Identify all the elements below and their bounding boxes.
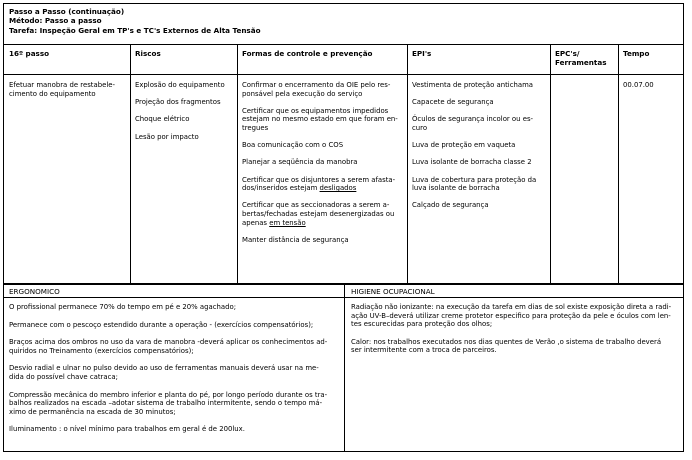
cell-risks (135, 81, 235, 150)
ergonomic-item: Braços acima dos ombros no uso da vara de manobra -deverá aplicar os conhecimentos ad- quiridos no Treinamento (exercícios compensatórios); (9, 338, 328, 355)
ergonomic-item: Permanece com o pescoço estendido durante a operação - (exercícios compensatórios); (9, 320, 314, 329)
column-header-epcs-line1: EPC's/ (555, 49, 580, 58)
col-divider-3 (407, 44, 408, 283)
step-line: cimento do equipamento (9, 89, 96, 98)
epi-item: Luva isolante de borracha classe 2 (412, 158, 532, 167)
cell-step (9, 81, 127, 98)
ergonomic-item: Iluminamento : o nível mínimo para trabalhos em geral é de 200lux. (9, 425, 245, 434)
hygiene-item: Radiação não ionizante: na execução da tarefa em dias de sol existe exposição direta a radi- ação UV-B–deverá utilizar creme protetor especifico para proteção da pele e óculos com len- tes escurecidas para proteção dos olhos; (351, 303, 672, 329)
document-page (3, 3, 684, 452)
epi-item: Calçado de segurança (412, 201, 489, 210)
control-item: Certificar que as seccionadoras a serem a- bertas/fechadas estejam desenergizadas ou apenas em tensão (242, 201, 395, 227)
header-task: Tarefa: Inspeção Geral em TP's e TC's Externos de Alta Tensão (9, 25, 261, 35)
column-header-step: 16º passo (9, 49, 50, 58)
cell-epis (412, 81, 550, 219)
control-item: Manter distância de segurança (242, 235, 349, 244)
section-divider (344, 284, 345, 451)
control-item: Boa comunicação com o COS (242, 141, 344, 150)
hygiene-item: Calor: nos trabalhos executados nos dias quentes de Verão ,o sistema de trabalho deverá ser intermitente com a troca de parceiros. (351, 337, 662, 355)
epi-item: Luva de proteção em vaqueta (412, 141, 516, 150)
cell-time: 00.07.00 (623, 81, 654, 89)
cell-controls (242, 81, 406, 253)
risk-item: Lesão por impacto (135, 132, 199, 141)
col-divider-2 (237, 44, 238, 283)
divider-header (4, 44, 683, 45)
risk-item: Choque elétrico (135, 115, 190, 124)
ergonomic-list (9, 303, 343, 443)
header-title: Passo a Passo (continuação) (9, 7, 125, 16)
control-item: Confirmar o encerramento da OIE pelo res- ponsável pela execução do serviço (242, 81, 391, 98)
col-divider-1 (130, 44, 131, 283)
section-title-ergonomic: ERGONOMICO (9, 287, 60, 296)
document-header (9, 7, 261, 35)
column-header-epcs-line2: Ferramentas (555, 58, 607, 67)
section-title-hygiene: HIGIENE OCUPACIONAL (351, 287, 435, 296)
epi-item: Óculos de segurança incolor ou es- curo (412, 115, 534, 132)
col-divider-4 (550, 44, 551, 283)
header-method: Método: Passo a passo (9, 16, 102, 26)
column-header-epis: EPI's (412, 49, 432, 58)
col-divider-5 (618, 44, 619, 283)
ergonomic-item: Desvio radial e ulnar no pulso devido ao uso de ferramentas manuais deverá usar na me- dida do possível chave catraca; (9, 364, 319, 381)
step-line: Efetuar manobra de restabele- (9, 81, 115, 89)
ergonomic-item: O profissional permanece 70% do tempo em pé e 20% agachado; (9, 303, 237, 311)
control-item: Certificar que os equipamentos impedidos estejam no mesmo estado em que foram en- tregues (242, 106, 398, 132)
divider-columns (4, 74, 683, 75)
control-item: Certificar que os disjuntores a serem afasta- dos/inseridos estejam desligados (242, 175, 396, 193)
epi-item: Luva de cobertura para proteção da luva isolante de borracha (412, 175, 537, 193)
epi-item: Capacete de segurança (412, 98, 494, 107)
column-header-risks: Riscos (135, 49, 161, 58)
risk-item: Projeção dos fragmentos (135, 98, 221, 107)
risk-item: Explosão do equipamento (135, 81, 225, 89)
epi-item: Vestimenta de proteção antichama (412, 81, 534, 89)
control-item: Planejar a seqüência da manobra (242, 158, 358, 167)
hygiene-list (351, 303, 681, 364)
column-header-epcs (555, 49, 606, 67)
column-header-time: Tempo (623, 49, 650, 58)
column-header-controls: Formas de controle e prevenção (242, 49, 373, 58)
ergonomic-item: Compressão mecânica do membro inferior e planta do pé, por longo período durante os tra- balhos realizados na escada –adotar sistema de trabalho intermitente, sendo o tempo má- ximo de permanência na escada de 30 minutos; (9, 390, 328, 416)
